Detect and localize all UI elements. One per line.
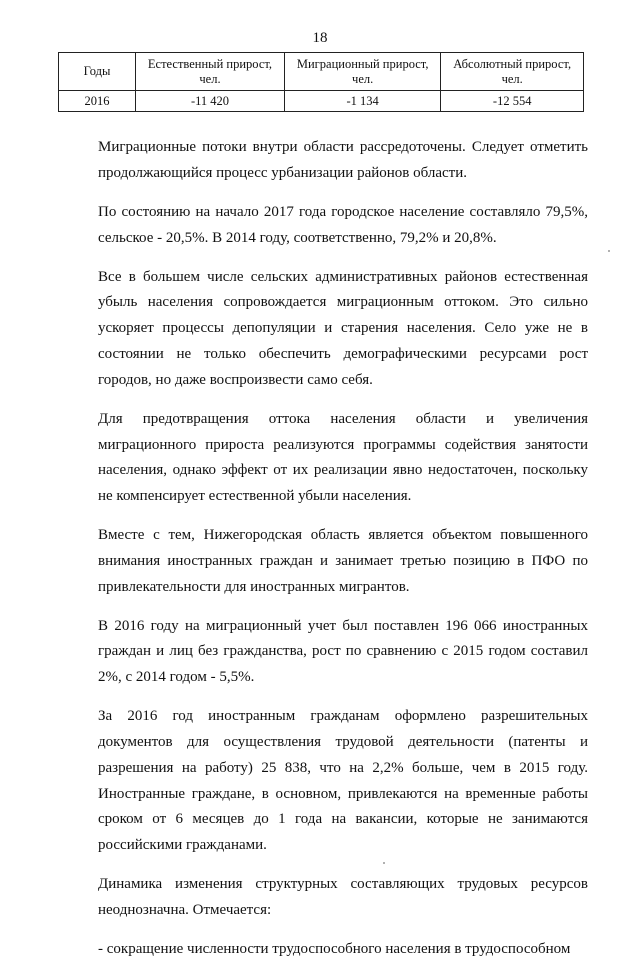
table-header-cell: Абсолютный прирост, чел. bbox=[441, 53, 584, 91]
scan-speck bbox=[608, 250, 610, 252]
paragraph: Вместе с тем, Нижегородская область является объектом повышенного внимания иностранных граждан и занимает третью позицию в ПФО по привлекательности для иностранных мигрантов. bbox=[98, 527, 588, 595]
table-header-row bbox=[59, 53, 584, 91]
scan-speck bbox=[383, 862, 385, 864]
paragraph: Для предотвращения оттока населения области и увеличения миграционного прироста реализуются программы содействия занятости населения, однако эффект от их реализации явно недостаточен, поскольку не компенсирует естественной убыли населения. bbox=[98, 410, 588, 505]
table-cell: -12 554 bbox=[441, 91, 584, 112]
paragraph: По состоянию на начало 2017 года городское население составляло 79,5%, сельское - 20,5%. В 2014 году, соответственно, 79,2% и 20,8%. bbox=[98, 203, 588, 246]
table-cell: -1 134 bbox=[284, 91, 440, 112]
table-row bbox=[59, 91, 584, 112]
table-header-cell: Годы bbox=[59, 53, 136, 91]
paragraph: - сокращение численности трудоспособного населения в трудоспособном bbox=[98, 941, 571, 958]
table-cell: -11 420 bbox=[136, 91, 285, 112]
table-cell: 2016 bbox=[59, 91, 136, 112]
paragraph: В 2016 году на миграционный учет был поставлен 196 066 иностранных граждан и лиц без гражданства, рост по сравнению с 2015 годом составил 2%, с 2014 годом - 5,5%. bbox=[98, 617, 588, 686]
table-header-cell: Естественный прирост, чел. bbox=[136, 53, 285, 91]
population-growth-table bbox=[58, 52, 584, 112]
body-text bbox=[98, 135, 588, 963]
page-number: 18 bbox=[312, 30, 328, 46]
paragraph: Динамика изменения структурных составляющих трудовых ресурсов неоднозначна. Отмечается: bbox=[98, 876, 588, 919]
paragraph: Миграционные потоки внутри области рассредоточены. Следует отметить продолжающийся процесс урбанизации районов области. bbox=[98, 139, 588, 181]
paragraph: Все в большем числе сельских административных районов естественная убыль населения сопровождается миграционным оттоком. Это сильно ускоряет процессы депопуляции и старения населения. Село уже не в состоянии не только обеспечить демографическими ресурсами рост городов, но даже воспроизвести само себя. bbox=[98, 268, 588, 388]
table-header-cell: Миграционный прирост, чел. bbox=[284, 53, 440, 91]
paragraph: За 2016 год иностранным гражданам оформлено разрешительных документов для осуществления трудовой деятельности (патенты и разрешения на работу) 25 838, что на 2,2% больше, чем в 2015 году. Иностранные граждане, в основном, привлекаются на временные работы сроком от 6 месяцев до 1 года на вакансии, которые не занимаются российскими гражданами. bbox=[98, 708, 588, 854]
